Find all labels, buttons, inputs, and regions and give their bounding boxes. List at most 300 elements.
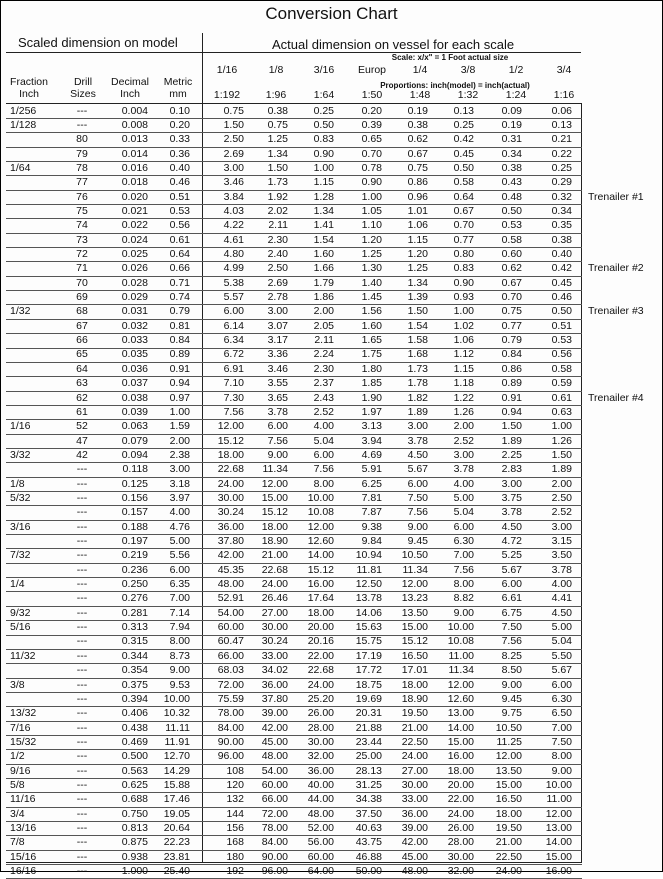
table-cell: 0.018 [121,176,148,189]
table-cell: --- [76,635,88,648]
table-cell: 0.46 [169,176,190,189]
table-cell: 1.65 [361,334,382,347]
table-cell [10,435,50,447]
table-cell: 90.00 [261,850,288,863]
table-cell: 12.00 [545,807,572,820]
table-cell: 3/8 [10,678,25,691]
table-cell: 1.25 [267,133,288,146]
table-cell: 10.08 [307,506,334,519]
table-cell: 30.00 [307,735,334,748]
table-cell: 6.00 [453,520,474,533]
table-cell: 78 [76,161,88,174]
table-cell: 12.60 [307,535,334,547]
table-cell: 1/32 [10,305,31,318]
table-row [0,377,663,389]
table-cell: 0.029 [121,291,148,303]
table-cell: 0.688 [121,793,148,806]
table-row [0,334,663,346]
table-cell: 0.06 [551,104,572,117]
table-cell: 20.00 [307,621,334,634]
table-cell: 0.38 [407,118,428,131]
table-cell: 56.00 [307,836,334,849]
table-row [0,808,663,820]
table-row [0,435,663,447]
table-cell: 76 [76,190,88,203]
table-cell: 7.10 [223,377,244,390]
table-cell: 0.188 [121,520,148,533]
table-cell: 4.22 [223,219,244,232]
table-cell: 0.51 [551,319,572,332]
table-cell [10,693,50,705]
table-cell: 12.00 [495,750,522,763]
table-cell: 65 [76,348,88,361]
table-cell: 11.34 [402,563,428,576]
table-cell: 0.91 [501,391,522,404]
table-cell: 28.00 [307,721,334,734]
table-cell: 18.00 [401,678,428,691]
table-cell: 8.50 [501,664,522,677]
table-cell: 10.00 [545,778,572,791]
table-cell: 3.94 [361,434,382,447]
table-row [0,162,663,174]
table-cell: 46.88 [355,850,382,863]
table-cell: 1.50 [551,448,572,461]
table-cell: 9.00 [453,606,474,619]
table-cell: 0.037 [121,377,148,390]
table-cell: --- [76,606,88,619]
table-cell: 1.20 [361,233,382,246]
table-row [0,779,663,791]
table-cell: 13.23 [401,592,428,605]
table-cell: 6.72 [223,348,244,361]
table-cell: 0.500 [121,750,148,763]
table-cell: 4.00 [453,477,474,490]
proportion-header: 1:192 [213,89,241,101]
table-cell: 7.00 [551,721,572,734]
table-cell: 2.24 [313,348,334,361]
table-cell: 14.29 [163,764,190,777]
table-cell: 6.25 [361,477,382,490]
table-cell: 1.97 [361,405,382,418]
table-cell: 14.00 [307,549,334,562]
table-cell: 0.59 [551,377,572,390]
table-cell: 0.21 [551,133,572,146]
trenailer-note: Trenailer #1 [588,190,644,203]
table-cell: 0.90 [453,276,474,289]
table-cell: 11/16 [10,793,36,806]
table-cell: 0.375 [121,678,148,691]
table-cell: 62 [76,391,88,404]
table-cell: 0.63 [551,405,572,418]
table-cell: 0.50 [453,161,474,174]
page-title: Conversion Chart [265,4,398,23]
table-cell: 24.00 [307,678,334,691]
table-cell: 1.89 [407,405,428,418]
scale-header: 3/16 [313,64,335,76]
table-cell: 27.00 [401,764,428,777]
table-cell: 0.014 [121,147,148,160]
table-cell: 0.53 [169,204,190,217]
table-cell: 11.00 [546,793,572,806]
table-cell: 3.65 [267,391,288,404]
table-cell: 45.00 [401,850,428,863]
table-cell: 5.91 [361,463,382,476]
table-cell: 3/32 [10,448,31,461]
table-cell: 4.00 [313,420,334,433]
table-cell: 0.022 [121,219,148,232]
table-cell: 78.00 [261,822,288,834]
table-cell [10,463,50,475]
table-cell [10,320,50,332]
table-cell: 30.24 [261,635,288,648]
table-cell: 0.036 [121,362,148,375]
table-cell: 9.45 [407,535,428,547]
table-cell: 7.00 [169,592,190,605]
table-cell: 18.75 [355,678,382,691]
table-cell: 2.50 [223,133,244,146]
table-cell: 9.45 [501,692,522,705]
table-cell: 30.00 [261,621,288,634]
table-cell: 1.79 [313,276,334,289]
table-cell: 2.69 [223,147,244,160]
table-cell: 7.56 [267,434,288,447]
table-cell: 0.40 [551,248,572,260]
table-cell: 0.96 [407,190,428,203]
table-cell: 1.12 [453,348,474,361]
table-cell: --- [76,649,88,662]
table-cell: 0.033 [121,334,148,347]
table-cell [10,592,50,604]
table-cell: 0.024 [121,233,148,246]
table-cell: 0.77 [501,319,522,332]
table-cell: 23.81 [163,850,190,863]
table-cell: 3.55 [267,377,288,390]
table-row [0,219,663,231]
table-cell: 5.67 [501,563,522,576]
table-cell: 6.50 [551,707,572,720]
table-cell: 0.13 [551,118,572,131]
table-cell: 7.50 [407,491,428,504]
table-cell: 5/32 [10,491,31,504]
table-cell: 18.00 [261,520,288,533]
table-cell: 0.039 [121,405,148,418]
table-cell: 0.71 [169,276,190,289]
table-cell: 0.81 [169,319,190,332]
table-cell: 3.00 [501,477,522,490]
table-cell: 0.33 [169,133,190,146]
table-cell: 0.89 [169,348,190,361]
section-left-heading: Scaled dimension on model [18,35,178,50]
table-cell: 3.97 [169,491,190,504]
table-cell: 6.00 [313,448,334,461]
table-cell: 0.13 [453,104,474,117]
table-cell: 0.90 [361,176,382,189]
table-cell: 34.38 [355,793,382,806]
table-cell: 12.00 [447,678,474,691]
proportion-header: 1:64 [313,89,335,101]
table-cell: 0.70 [361,147,382,160]
table-cell: 3.15 [551,535,572,547]
table-cell: 0.157 [121,506,148,519]
table-cell: 7.14 [169,606,190,619]
table-cell: 0.67 [501,276,522,289]
table-row [0,578,663,590]
proportion-header: 1:32 [457,89,479,101]
table-row [0,348,663,360]
table-cell: 96.00 [217,750,244,763]
table-cell: 0.008 [121,118,148,131]
table-cell: 0.118 [122,463,148,476]
table-cell: 0.025 [121,248,148,260]
table-cell: 12.60 [447,692,474,705]
table-cell: 5.67 [407,463,428,476]
table-cell: --- [76,520,88,533]
table-cell: 69 [76,291,88,303]
table-cell: 8.73 [169,649,190,662]
table-cell: 1.60 [361,319,382,332]
table-cell: 1/8 [10,477,25,490]
table-cell [10,176,50,188]
table-cell: 16.50 [495,793,522,806]
table-cell: 13.00 [545,822,572,834]
table-cell: 0.64 [169,248,190,260]
table-cell: 2.11 [314,334,334,347]
table-cell: --- [76,506,88,519]
table-cell: 1.30 [361,262,382,275]
table-cell: 17.46 [163,793,190,806]
table-cell: 11.91 [164,735,190,748]
table-row [0,262,663,274]
table-cell: 1.39 [407,291,428,303]
table-cell: 1.50 [223,118,244,131]
table-cell: --- [76,535,88,547]
table-cell: 0.91 [169,362,190,375]
table-cell: 54.00 [261,764,288,777]
table-cell: 18.00 [217,448,244,461]
table-cell: 3.00 [453,448,474,461]
table-cell: 0.281 [121,606,148,619]
table-cell: 3.00 [551,520,572,533]
table-cell: 0.56 [169,219,190,232]
table-row [0,707,663,719]
table-cell: 2.30 [313,362,334,375]
table-cell: 33.00 [401,793,428,806]
table-cell: 1.56 [361,305,382,318]
table-cell: 0.67 [407,147,428,160]
table-cell: 5.04 [313,434,334,447]
table-cell: 22.00 [307,649,334,662]
table-cell: 25.00 [355,750,382,763]
table-row [0,392,663,404]
table-cell: 6.35 [169,578,190,590]
proportion-header: 1:24 [505,89,527,101]
table-cell: 1.50 [407,305,428,318]
table-cell: 10.08 [447,635,474,648]
table-cell: 4.69 [361,448,382,461]
table-cell: 30.00 [401,778,428,791]
table-cell: 12.00 [307,520,334,533]
table-row [0,492,663,504]
table-cell: 22.68 [261,563,288,576]
trenailer-note: Trenailer #4 [588,391,644,404]
table-cell: 6.30 [551,692,572,705]
table-cell: 4.00 [169,506,190,519]
table-cell: 0.438 [121,721,148,734]
table-cell: 9.84 [361,535,382,547]
table-cell: 0.70 [453,219,474,232]
table-cell: 66.00 [261,793,288,806]
table-cell: 15.00 [545,850,572,863]
table-cell: 1.34 [267,147,288,160]
table-row [0,607,663,619]
table-cell: 0.58 [501,233,522,246]
table-cell: 144 [226,807,244,820]
table-cell: 10.32 [163,707,190,720]
table-cell: 6.75 [501,606,522,619]
table-cell: 1/2 [10,750,25,763]
table-cell: 10.00 [447,621,474,634]
table-cell: 72.00 [217,678,244,691]
table-cell: 21.00 [261,549,288,562]
table-cell: 0.42 [551,262,572,275]
table-cell: 63 [76,377,88,390]
table-cell: 5.04 [551,635,572,648]
table-cell: 3.17 [267,334,288,347]
table-cell: 78.00 [217,707,244,720]
table-cell: 1.86 [313,291,334,303]
table-cell: 4.72 [501,535,522,547]
table-cell: 26.46 [261,592,288,605]
table-cell: 1.20 [407,248,428,260]
table-cell: 17.19 [355,649,382,662]
table-cell: 9.53 [169,678,190,691]
table-cell: 67 [76,319,88,332]
table-cell: 1.80 [361,362,382,375]
table-cell: 7.50 [501,621,522,634]
table-row [0,406,663,418]
table-cell: 10.50 [401,549,428,562]
table-cell: 7.81 [361,491,382,504]
table-cell: 0.035 [121,348,148,361]
table-cell: 0.79 [501,334,522,347]
table-cell: 7.56 [407,506,428,519]
table-cell: 0.75 [223,104,244,117]
table-cell: 18.00 [495,807,522,820]
table-cell: 48.00 [217,578,244,590]
table-cell: 66.00 [217,649,244,662]
table-cell: --- [76,793,88,806]
table-cell: 0.36 [169,147,190,160]
table-cell: 1.66 [313,262,334,275]
table-cell: 0.156 [121,491,148,504]
table-cell: 1.75 [361,348,382,361]
table-cell: 2.69 [267,276,288,289]
table-cell: 33.00 [261,649,288,662]
table-cell: 3.00 [169,463,190,476]
table-cell: 3.46 [267,362,288,375]
table-cell: 39.00 [401,822,428,834]
table-row [0,148,663,160]
table-cell: 1.02 [453,319,474,332]
table-cell [10,564,50,576]
table-cell: 2.00 [453,420,474,433]
table-cell: 0.20 [361,104,382,117]
table-cell: 1/128 [10,118,37,131]
table-cell: 9/16 [10,764,31,777]
table-cell: 9.00 [551,764,572,777]
table-cell: 2.30 [267,233,288,246]
table-cell: 52.00 [307,822,334,834]
table-cell: 14.00 [447,721,474,734]
table-row [0,119,663,131]
table-row [0,822,663,834]
table-cell: 84.00 [217,721,244,734]
table-cell: 8.00 [313,477,334,490]
table-row [0,851,663,863]
table-cell: 0.10 [169,104,190,117]
table-cell: 1/4 [10,578,25,590]
scale-header: 1/2 [508,64,524,76]
table-cell [10,133,50,145]
table-cell: 0.750 [121,807,148,820]
table-cell: 1.54 [407,319,428,332]
table-cell: 0.013 [121,133,148,146]
table-cell: 9.00 [501,678,522,691]
table-cell: 3.78 [453,463,474,476]
table-row [0,750,663,762]
table-cell: --- [76,721,88,734]
table-cell: 22.00 [447,793,474,806]
table-cell: 0.94 [501,405,522,418]
table-cell: 39.00 [261,707,288,720]
table-cell: 42.00 [401,836,428,849]
table-cell: 0.58 [551,362,572,375]
table-cell: 0.56 [551,348,572,361]
table-cell: 0.84 [501,348,522,361]
table-cell: 1.78 [407,377,428,390]
table-row [0,449,663,461]
table-cell [10,191,50,203]
table-cell: 7.00 [453,549,474,562]
trenailer-note: Trenailer #2 [588,262,644,275]
table-cell: 0.86 [501,362,522,375]
table-cell: 12.00 [401,578,428,590]
table-row [0,535,663,547]
table-cell: 2.78 [267,291,288,303]
table-cell: 7/32 [10,549,31,562]
table-cell: 52.91 [217,592,244,605]
table-cell [10,234,50,246]
table-cell: --- [76,463,88,476]
table-row [0,865,663,877]
table-cell: 11.81 [356,563,382,576]
table-cell: 108 [226,764,244,777]
table-cell: 1.00 [169,405,190,418]
table-cell: 5.57 [223,291,244,303]
table-cell: 0.50 [551,305,572,318]
table-cell: 3.07 [267,319,288,332]
table-cell: 12.00 [217,420,244,433]
table-cell: 18.90 [261,535,288,547]
table-cell: 0.031 [121,305,148,318]
table-cell: 36.00 [261,678,288,691]
table-cell: 34.02 [261,664,288,677]
table-cell: 8.00 [169,635,190,648]
table-cell: 37.80 [261,692,288,705]
table-cell: 13.50 [495,764,522,777]
table-cell: 22.50 [401,735,428,748]
proportion-header: 1:16 [553,89,575,101]
